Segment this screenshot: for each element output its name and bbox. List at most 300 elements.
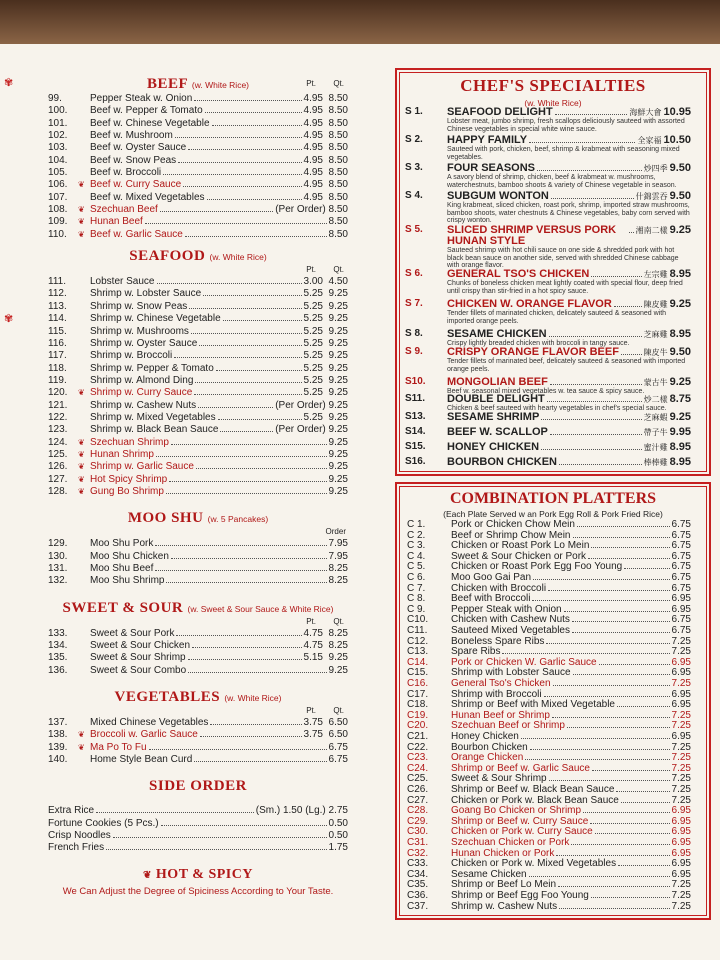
combo-item-name: Shrimp w. Cashew Nuts	[451, 900, 558, 912]
combo-item	[407, 732, 691, 743]
combo-item-name: Honey Chicken	[451, 731, 519, 742]
chef-item-name: HAPPY FAMILY	[447, 134, 528, 146]
combo-item-name: Moo Goo Gai Pan	[451, 572, 532, 583]
combo-item-name: Hunan Beef or Shrimp	[451, 709, 550, 721]
combo-code: C27.	[407, 794, 429, 806]
combo-code: C11.	[407, 625, 428, 636]
item-number: 99.	[48, 93, 62, 104]
dot-leader	[194, 761, 326, 762]
item-price: 7.95	[328, 550, 348, 562]
beef-subtitle: (w. White Rice)	[191, 80, 250, 90]
hot-spicy-title: HOT & SPICY	[155, 866, 253, 882]
combo-code: C26.	[407, 784, 429, 795]
item-price: 5.25 9.25	[303, 362, 348, 374]
combo-item-price: 6.95	[671, 688, 691, 700]
item-price: 4.95 8.50	[303, 167, 348, 179]
combo-item-price: 6.95	[671, 731, 691, 742]
combo-item-price: 7.25	[671, 741, 691, 753]
combo-item-price: 6.95	[671, 847, 691, 859]
chef-item-price: 8.95	[669, 441, 691, 453]
menu-item	[48, 326, 348, 338]
dot-leader	[571, 844, 669, 845]
item-price: 5.25 9.25	[303, 313, 348, 325]
dot-leader	[218, 419, 302, 420]
combo-item-price: 6.75	[671, 561, 691, 573]
chef-item-price: 9.50	[669, 346, 691, 358]
item-price: 6.75	[328, 741, 348, 753]
item-price: 4.75 8.25	[303, 627, 348, 639]
chef-code: S15.	[405, 441, 426, 452]
dot-leader	[220, 431, 273, 432]
chef-code: S 8.	[405, 328, 423, 339]
combo-item-price: 6.95	[671, 805, 691, 817]
item-name: Gung Bo Shrimp	[90, 485, 164, 497]
pepper-icon: ❦	[78, 217, 85, 227]
item-price: 4.95 8.50	[303, 93, 348, 104]
menu-item	[48, 216, 348, 228]
item-name: Beef w. Chinese Vegetable	[90, 117, 210, 129]
sweetsour-pt-header: Pt.	[306, 616, 316, 626]
chef-item-line	[447, 393, 691, 405]
item-number: 108.	[48, 204, 68, 216]
chef-item-price: 10.95	[663, 106, 691, 118]
menu-item	[48, 130, 348, 142]
chef-item-price: 8.75	[669, 393, 691, 405]
chef-item-description: King krabmeat, sliced chicken, roast pork, shrimp, imported straw mushrooms, bamboo shoots, water chestnuts & Chinese vegetables, baby corn served with crispy wonton.	[447, 202, 690, 224]
dot-leader	[198, 407, 273, 408]
item-name: Home Style Bean Curd	[90, 754, 193, 766]
chef-item-line	[447, 162, 691, 174]
menu-item	[48, 640, 348, 652]
item-name: Shrimp w. Chinese Vegetable	[90, 313, 221, 325]
left-column	[48, 76, 348, 897]
menu-item	[48, 842, 348, 854]
chef-code: S16.	[405, 456, 426, 467]
seafood-title: SEAFOOD (w. White Rice)	[129, 248, 267, 265]
combo-item-name: Spare Ribs	[451, 646, 501, 658]
combo-item-price: 7.25	[671, 773, 691, 785]
item-number: 107.	[48, 191, 68, 203]
combo-item-name: Orange Chicken	[451, 752, 524, 764]
flower-ornament-icon: ✾	[4, 313, 14, 325]
chef-item-chinese: 芝麻蝦	[643, 413, 668, 422]
dot-leader	[572, 632, 670, 633]
combo-code: C33.	[407, 858, 429, 870]
item-name: Beef w. Garlic Sauce	[90, 228, 183, 240]
combo-item-price: 6.95	[671, 837, 691, 848]
combo-item-price: 6.75	[671, 550, 691, 562]
chef-item-price: 8.95	[669, 456, 691, 468]
dot-leader	[549, 336, 642, 337]
combo-item-name: Beef or Shrimp Chow Mein	[451, 529, 571, 541]
combo-code: C22.	[407, 741, 429, 753]
dot-leader	[588, 558, 669, 559]
combo-code: C24.	[407, 762, 429, 774]
menu-item	[48, 93, 348, 105]
item-name: Moo Shu Chicken	[90, 550, 169, 562]
combo-item-price: 6.95	[671, 858, 691, 870]
combo-item-price: 7.25	[671, 900, 691, 912]
chef-item-price: 9.25	[669, 411, 691, 423]
item-price: (Sm.) 1.50 (Lg.) 2.75	[255, 805, 348, 817]
chef-code: S 2.	[405, 134, 423, 145]
dot-leader	[564, 611, 670, 612]
chef-item-price: 10.50	[663, 134, 691, 146]
dot-leader	[595, 833, 670, 834]
menu-item	[48, 105, 348, 117]
dot-leader	[551, 198, 634, 199]
item-number: 105.	[48, 167, 68, 179]
hot-spicy-note: We Can Adjust the Degree of Spiciness According to Your Taste.	[62, 885, 334, 897]
sweetsour-subtitle: (w. Sweet & Sour Sauce & White Rice)	[187, 603, 334, 614]
menu-item	[48, 276, 348, 288]
item-price: 8.50	[328, 216, 348, 228]
menu-item	[48, 400, 348, 412]
combo-item-line	[451, 573, 691, 584]
combo-code: C18.	[407, 699, 429, 711]
dot-leader	[577, 526, 670, 527]
combo-item-line	[451, 679, 691, 690]
combo-item-price: 7.25	[671, 720, 691, 732]
combo-item-line	[451, 891, 691, 902]
item-name: Moo Shu Beef	[90, 563, 154, 574]
item-number: 127.	[48, 473, 68, 485]
chef-item-description: Sauteed shrimp with hot chili sauce on one side & shredded pork with hot black bean sauce on another side, served with shredded Chinese cabbage with orange flavor.	[447, 247, 679, 269]
menu-item	[48, 167, 348, 179]
item-price: 1.75	[328, 842, 348, 854]
chef-item-chinese: 蒙古牛	[643, 378, 668, 387]
sweetsour-column-headers	[48, 617, 348, 628]
item-number: 111.	[48, 276, 66, 288]
chef-item-price: 9.50	[669, 190, 691, 202]
item-name: Moo Shu Pork	[90, 538, 154, 550]
sideorder-title: SIDE ORDER	[149, 778, 247, 795]
chef-code: S 7.	[405, 298, 423, 309]
seafood-subtitle: (w. White Rice)	[209, 252, 267, 263]
combo-item-price: 7.25	[671, 646, 691, 658]
item-price: 3.75 6.50	[303, 729, 348, 741]
menu-item	[48, 449, 348, 461]
dot-leader	[155, 570, 326, 571]
item-number: 128.	[48, 485, 68, 497]
chef-item-chinese: 左宗雞	[643, 270, 668, 279]
item-number: 110.	[48, 228, 67, 240]
item-price: 4.95 8.50	[303, 117, 348, 129]
dot-leader	[552, 717, 670, 718]
dot-leader	[550, 384, 642, 385]
menu-item	[48, 563, 348, 575]
dot-leader	[555, 114, 628, 115]
menu-item	[48, 551, 348, 563]
item-number: 120.	[48, 387, 68, 399]
chef-item-name: SESAME CHICKEN	[447, 328, 547, 340]
mooshu-order-header: Order	[325, 527, 346, 537]
dot-leader	[529, 876, 670, 877]
dot-leader	[196, 468, 327, 469]
item-name: Beef w. Oyster Sauce	[90, 142, 187, 154]
item-number: 103.	[48, 142, 68, 154]
item-price: 9.25	[328, 473, 348, 485]
item-number: 104.	[48, 154, 68, 166]
item-name: Szechuan Beef	[90, 204, 158, 216]
dot-leader	[541, 449, 641, 450]
chef-item-name: BOURBON CHICKEN	[447, 456, 557, 468]
combo-item	[407, 785, 691, 796]
chef-subtitle: (w. White Rice)	[524, 98, 582, 108]
dot-leader	[558, 886, 669, 887]
pepper-icon: ❦	[78, 462, 85, 472]
chef-item-chinese: 陳皮牛	[643, 348, 668, 357]
combination-platters-box	[395, 482, 711, 920]
dot-leader	[550, 434, 642, 435]
dot-leader	[96, 812, 254, 813]
item-name: Beef w. Mushroom	[90, 130, 173, 142]
item-name: Moo Shu Shrimp	[90, 575, 165, 587]
menu-item	[48, 412, 348, 424]
item-price: 5.25 9.25	[303, 411, 348, 423]
combo-item-line	[451, 732, 691, 743]
section-side-order	[48, 778, 348, 854]
combo-code: C25.	[407, 773, 429, 785]
item-name: Hot Spicy Shrimp	[90, 473, 168, 485]
dot-leader	[188, 672, 326, 673]
pepper-icon: ❦	[78, 486, 85, 496]
combo-item-name: Szechuan Beef or Shrimp	[451, 720, 565, 732]
dot-leader	[145, 223, 327, 224]
dot-leader	[618, 865, 669, 866]
dot-leader	[199, 345, 301, 346]
dot-leader	[166, 493, 327, 494]
combo-code: C 7.	[407, 582, 426, 594]
combo-code: C13.	[407, 646, 429, 658]
chef-code: S 5.	[405, 224, 423, 235]
section-vegetables	[48, 689, 348, 766]
item-number: 121.	[48, 399, 68, 411]
item-number: 109.	[48, 216, 68, 228]
item-name: Hunan Beef	[90, 216, 143, 228]
combo-code: C29.	[407, 815, 429, 827]
menu-item	[48, 192, 348, 204]
combo-item	[407, 573, 691, 584]
combo-item-price: 7.25	[671, 890, 691, 901]
combo-item-name: Chicken or Roast Pork Lo Mein	[451, 540, 590, 552]
combo-item-name: Sauteed Mixed Vegetables	[451, 625, 570, 636]
menu-item	[48, 652, 348, 664]
combo-item	[407, 764, 691, 775]
chef-item-line	[447, 298, 691, 310]
vegetables-subtitle: (w. White Rice)	[224, 693, 282, 704]
chef-item-line	[447, 456, 691, 468]
chef-item-name: CRISPY ORANGE FLAVOR BEEF	[447, 346, 619, 358]
dot-leader	[547, 401, 642, 402]
vegetables-title: VEGETABLES (w. White Rice)	[114, 689, 282, 706]
chef-item-name: SLICED SHRIMP VERSUS PORK HUNAN STYLE	[447, 224, 617, 247]
dot-leader	[174, 357, 301, 358]
combo-item-name: Shrimp or Beef Egg Foo Young	[451, 890, 589, 901]
item-price: 5.25 9.25	[303, 288, 348, 300]
chef-item-price: 9.50	[669, 162, 691, 174]
menu-item	[48, 830, 348, 842]
chef-item-line	[447, 106, 691, 118]
dot-leader	[188, 659, 302, 660]
item-price: 5.25 9.25	[303, 387, 348, 399]
item-name: Lobster Sauce	[90, 276, 155, 288]
combo-code: C 4.	[407, 550, 426, 562]
chef-item-chinese: 什錦雲吞	[635, 192, 668, 201]
combo-item-price: 6.75	[671, 582, 691, 594]
chef-code: S11.	[405, 393, 426, 404]
item-name: Shrimp w. Mushrooms	[90, 325, 189, 337]
chef-item-line	[447, 224, 691, 247]
combo-item-name: Shrimp or Beef w. Garlic Sauce	[451, 762, 590, 774]
combo-code: C34.	[407, 868, 429, 880]
flower-ornament-icon: ✾	[4, 77, 14, 89]
combo-item-name: Shrimp or Beef with Mixed Vegetable	[451, 699, 615, 711]
item-name: Hunan Shrimp	[90, 448, 154, 460]
chef-code: S 6.	[405, 268, 423, 279]
combo-code: C 1.	[407, 519, 426, 530]
section-hot-spicy	[48, 867, 348, 897]
dot-leader	[200, 736, 302, 737]
item-number: 136.	[48, 664, 68, 676]
item-number: 117.	[48, 350, 67, 362]
dot-leader	[207, 199, 302, 200]
item-name: Crisp Noodles	[48, 830, 111, 842]
menu-item	[48, 717, 348, 729]
dot-leader	[549, 780, 670, 781]
item-name: Shrimp w. Cashew Nuts	[90, 399, 197, 411]
combo-code: C 6.	[407, 572, 426, 583]
chef-item-price: 9.25	[669, 376, 691, 388]
sideorder-column-headers	[48, 794, 348, 805]
mooshu-title: MOO SHU (w. 5 Pancakes)	[127, 510, 269, 527]
vegetables-column-headers	[48, 706, 348, 717]
dot-leader	[223, 320, 302, 321]
combo-item-name: Chicken with Broccoli	[451, 582, 547, 594]
item-price: 5.25 9.25	[303, 300, 348, 312]
combo-code: C36.	[407, 890, 429, 901]
seafood-pt-header: Pt.	[306, 265, 316, 275]
menu-item	[48, 301, 348, 313]
dot-leader	[556, 855, 669, 856]
dot-leader	[212, 125, 302, 126]
combo-item-name: Pepper Steak with Onion	[451, 603, 562, 615]
menu-item	[48, 665, 348, 677]
item-number: 131.	[48, 563, 68, 574]
combo-item-price: 6.95	[671, 868, 691, 880]
item-name: Shrimp w. Lobster Sauce	[90, 288, 202, 300]
chef-item-description: Beef w. seasonal mixed vegetables w. tea sauce & spicy sauce.	[447, 388, 645, 395]
chef-code: S13.	[405, 411, 426, 422]
item-price: 4.75 8.25	[303, 640, 348, 652]
chef-item-line	[447, 426, 691, 438]
combo-item-price: 7.25	[671, 879, 691, 891]
combo-item-name: Hunan Chicken or Pork	[451, 847, 555, 859]
item-price: 9.25	[328, 485, 348, 497]
item-price: (Per Order) 9.25	[275, 399, 348, 411]
chef-item-name: SEAFOOD DELIGHT	[447, 106, 553, 118]
chef-item-description: Sauteed with pork, chicken, beef, shrimp & krabmeat with seasoning mixed vegetables.	[447, 146, 680, 161]
item-name: Beef w. Mixed Vegetables	[90, 191, 205, 203]
chef-item-name: HONEY CHICKEN	[447, 441, 540, 453]
dot-leader	[532, 600, 669, 601]
beef-title: BEEF (w. White Rice)	[146, 76, 250, 92]
item-name: Shrimp w. Pepper & Tomato	[90, 362, 214, 374]
dot-leader	[592, 770, 670, 771]
menu-item	[48, 155, 348, 167]
mooshu-column-headers	[48, 527, 348, 538]
item-price: 4.95 8.50	[303, 130, 348, 142]
pepper-icon: ❦	[78, 437, 85, 447]
chef-item-description: Tender fillets of marinated chicken, delicately sauteed & seasoned with imported orange peels.	[447, 310, 667, 325]
combo-code: C20.	[407, 720, 429, 732]
dot-leader	[502, 653, 669, 654]
chef-item-chinese: 海鮮大會	[629, 108, 662, 117]
menu-item	[48, 375, 348, 387]
combo-item-name: Pork or Chicken W. Garlic Sauce	[451, 656, 597, 668]
dot-leader	[544, 696, 670, 697]
dot-leader	[621, 354, 642, 355]
combo-item-price: 7.25	[671, 794, 691, 806]
item-number: 135.	[48, 652, 68, 664]
dot-leader	[160, 211, 273, 212]
item-number: 102.	[48, 130, 68, 142]
item-number: 133.	[48, 627, 68, 639]
combo-item-name: Chicken or Pork w. Mixed Vegetables	[451, 858, 617, 870]
beef-pt-header: Pt.	[306, 79, 316, 88]
combo-item-name: Szechuan Chicken or Pork	[451, 837, 570, 848]
seafood-qt-header: Qt.	[333, 265, 344, 275]
item-price: 5.25 9.25	[303, 350, 348, 362]
chef-item-description: Tender fillets of marinated beef, delicately sauteed & seasoned with imported orange peels.	[447, 358, 686, 373]
item-number: 130.	[48, 550, 68, 562]
mooshu-subtitle: (w. 5 Pancakes)	[207, 514, 269, 525]
combo-item-line	[451, 838, 691, 849]
pepper-icon: ❦	[78, 205, 85, 215]
chef-item-name: FOUR SEASONS	[447, 162, 536, 174]
menu-item	[48, 350, 348, 362]
item-name: Mixed Chinese Vegetables	[90, 717, 209, 729]
menu-item	[48, 805, 348, 817]
combo-code: C14.	[407, 656, 429, 668]
dot-leader	[188, 149, 301, 150]
section-seafood	[48, 248, 348, 498]
item-name: Sweet & Sour Shrimp	[90, 652, 186, 664]
menu-item	[48, 575, 348, 587]
chef-item-name: SESAME SHRIMP	[447, 411, 540, 423]
combo-item-price: 6.75	[671, 614, 691, 626]
chef-item-name: MONGOLIAN BEEF	[447, 376, 548, 388]
menu-item	[48, 474, 348, 486]
chef-item-description: Lobster meat, jumbo shrimp, fresh scallops deliciously sauteed with assorted Chinese vegetables in special white wine sauce.	[447, 118, 685, 133]
combo-item-price: 7.25	[671, 678, 691, 689]
chef-item-name: BEEF W. SCALLOP	[447, 426, 548, 438]
pepper-icon: ❦	[78, 388, 85, 398]
chef-item-chinese: 芝麻雞	[643, 330, 668, 339]
item-name: Sweet & Sour Chicken	[90, 640, 191, 652]
pepper-icon: ❦	[78, 474, 85, 484]
dot-leader	[617, 706, 670, 707]
combo-item-price: 6.75	[671, 529, 691, 541]
dot-leader	[156, 456, 327, 457]
combo-item-price: 6.75	[671, 519, 691, 530]
sweetsour-title: SWEET & SOUR (w. Sweet & Sour Sauce & White Rice)	[62, 599, 334, 616]
combo-code: C31.	[407, 837, 429, 848]
chef-item-line	[447, 328, 691, 340]
combo-item	[407, 562, 691, 573]
combo-item-price: 6.95	[671, 603, 691, 615]
combo-code: C15.	[407, 667, 429, 679]
